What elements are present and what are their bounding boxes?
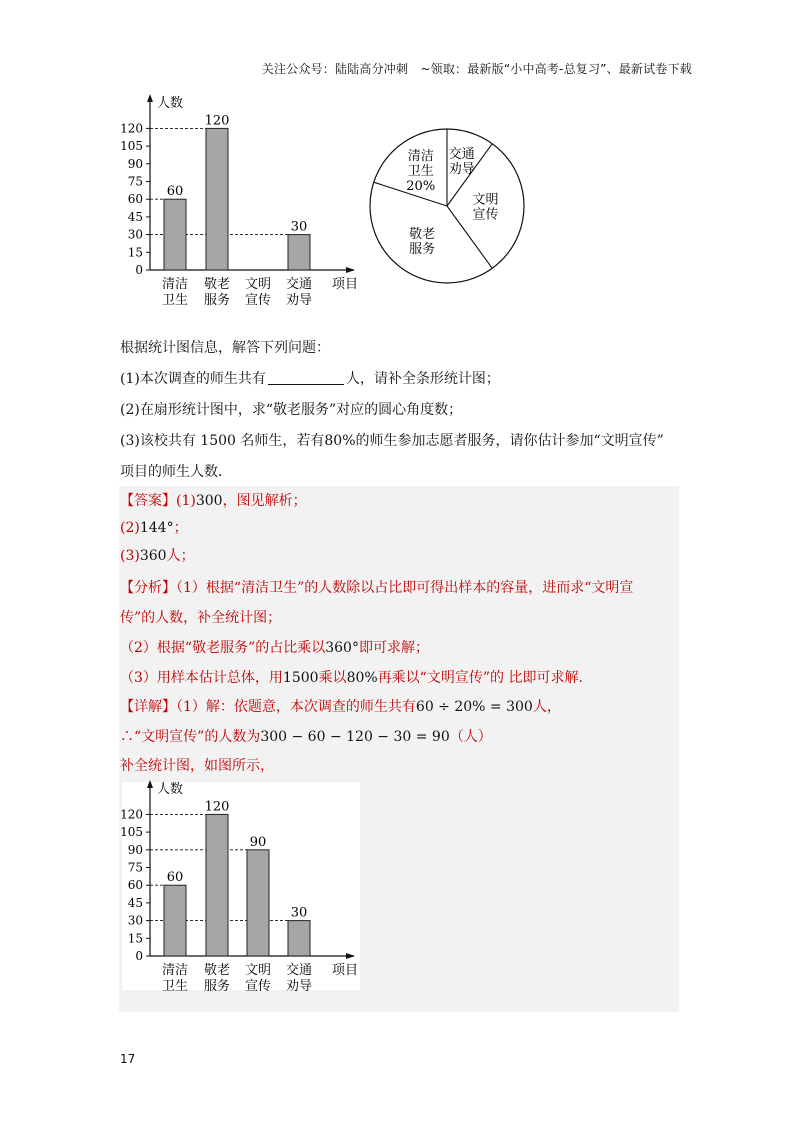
y-tick-label: 0 xyxy=(135,949,143,963)
bar-value-label: 30 xyxy=(290,905,308,921)
page-header: 关注公众号：陆陆高分冲刺 ~领取：最新版“小中高考-总复习”、最新试卷下载 xyxy=(261,62,692,76)
bar xyxy=(206,814,228,956)
question-1: (1)本次调查的师生共有 人，请补全条形统计图； xyxy=(120,371,500,387)
category-label: 宣传 xyxy=(244,293,272,308)
y-tick-label: 105 xyxy=(120,139,143,154)
category-label: 清洁 xyxy=(161,277,189,292)
bar-value-label: 120 xyxy=(204,799,230,815)
category-label: 服务 xyxy=(203,979,231,994)
category-label: 卫生 xyxy=(161,293,189,308)
pie-slice-label: 服务 xyxy=(409,241,436,257)
category-label: 敬老 xyxy=(203,277,231,292)
x-axis-label: 项目 xyxy=(332,277,359,292)
pie-slice-label: 文明 xyxy=(472,192,499,208)
answer-blank[interactable] xyxy=(268,370,344,385)
y-axis-arrow xyxy=(147,94,153,102)
bar xyxy=(288,235,310,270)
pie-slice-label: 清洁 xyxy=(407,148,434,164)
y-tick-label: 60 xyxy=(127,878,143,893)
detail-line-2: ∴“文明宣传”的人数为300 − 60 − 120 − 30 = 90（人） xyxy=(120,729,492,745)
y-tick-label: 60 xyxy=(127,192,143,207)
pie-slice-label: 劝导 xyxy=(448,162,475,178)
category-label: 劝导 xyxy=(285,979,313,994)
analysis-line-4: （3）用样本估计总体，用1500乘以80%再乘以“文明宣传”的 比即可求解. xyxy=(120,670,583,686)
y-tick-label: 30 xyxy=(127,227,143,242)
page-number: 17 xyxy=(120,1052,136,1066)
question-2: (2)在扇形统计图中，求“敬老服务”对应的圆心角度数； xyxy=(120,402,463,418)
y-tick-label: 75 xyxy=(127,174,143,189)
y-tick-label: 0 xyxy=(135,263,143,277)
detail-line-3: 补全统计图，如图所示， xyxy=(120,758,274,774)
y-tick-label: 120 xyxy=(120,807,143,822)
category-label: 交通 xyxy=(285,277,313,292)
category-label: 卫生 xyxy=(161,979,189,994)
y-tick-label: 90 xyxy=(127,156,143,171)
bar xyxy=(164,199,186,270)
pie-slice-label: 20% xyxy=(406,178,436,194)
question-3: (3)该校共有 1500 名师生，若有80%的师生参加志愿者服务，请你估计参加“文明宣传” xyxy=(120,433,664,449)
y-tick-label: 105 xyxy=(120,825,143,840)
question-3-cont: 项目的师生人数． xyxy=(120,464,232,480)
y-tick-label: 90 xyxy=(127,842,143,857)
y-tick-label: 45 xyxy=(127,209,143,224)
x-axis-arrow xyxy=(346,267,355,273)
category-label: 敬老 xyxy=(203,963,231,978)
analysis-line-2: 传”的人数，补全统计图； xyxy=(120,610,282,626)
bar xyxy=(288,921,310,956)
category-label: 劝导 xyxy=(285,293,313,308)
y-tick-label: 15 xyxy=(127,931,143,946)
y-axis-label: 人数 xyxy=(157,96,184,111)
category-label: 服务 xyxy=(203,293,231,308)
bar-chart-original xyxy=(118,88,368,318)
y-tick-label: 15 xyxy=(127,245,143,260)
bar xyxy=(164,885,186,956)
category-label: 文明 xyxy=(244,277,272,292)
x-axis-arrow xyxy=(346,953,355,959)
analysis-line-3: （2）根据“敬老服务”的占比乘以360°即可求解； xyxy=(120,640,429,656)
y-tick-label: 45 xyxy=(127,895,143,910)
y-tick-label: 30 xyxy=(127,913,143,928)
analysis-line-1: 【分析】（1）根据“清洁卫生”的人数除以占比即可得出样本的容量，进而求“文明宣 xyxy=(120,580,634,596)
detail-line-1: 【详解】（1）解：依题意，本次调查的师生共有60 ÷ 20% = 300人， xyxy=(120,699,561,715)
y-axis-label: 人数 xyxy=(157,782,184,797)
pie-slice-label: 敬老 xyxy=(409,226,436,242)
bar xyxy=(247,850,269,956)
answer-3: (3)360人； xyxy=(120,548,195,564)
answer-2: (2)144°； xyxy=(120,520,188,536)
pie-slice-label: 宣传 xyxy=(472,207,499,223)
bar-value-label: 60 xyxy=(166,870,184,886)
pie-chart xyxy=(366,110,536,290)
pie-slice-label: 卫生 xyxy=(407,163,434,179)
answer-1: 【答案】(1)300，图见解析； xyxy=(120,493,307,509)
x-axis-label: 项目 xyxy=(332,963,359,978)
y-tick-label: 75 xyxy=(127,860,143,875)
category-label: 交通 xyxy=(285,963,313,978)
pie-slice-label: 交通 xyxy=(448,147,475,163)
bar-value-label: 90 xyxy=(249,834,267,850)
y-tick-label: 120 xyxy=(120,121,143,136)
bar-value-label: 120 xyxy=(204,113,230,129)
category-label: 宣传 xyxy=(244,979,272,994)
bar-value-label: 30 xyxy=(290,219,308,235)
y-axis-arrow xyxy=(147,780,153,788)
question-intro: 根据统计图信息，解答下列问题： xyxy=(120,340,330,356)
category-label: 文明 xyxy=(244,963,272,978)
bar-chart-completed xyxy=(118,774,368,1004)
category-label: 清洁 xyxy=(161,963,189,978)
bar xyxy=(206,128,228,270)
bar-value-label: 60 xyxy=(166,184,184,200)
